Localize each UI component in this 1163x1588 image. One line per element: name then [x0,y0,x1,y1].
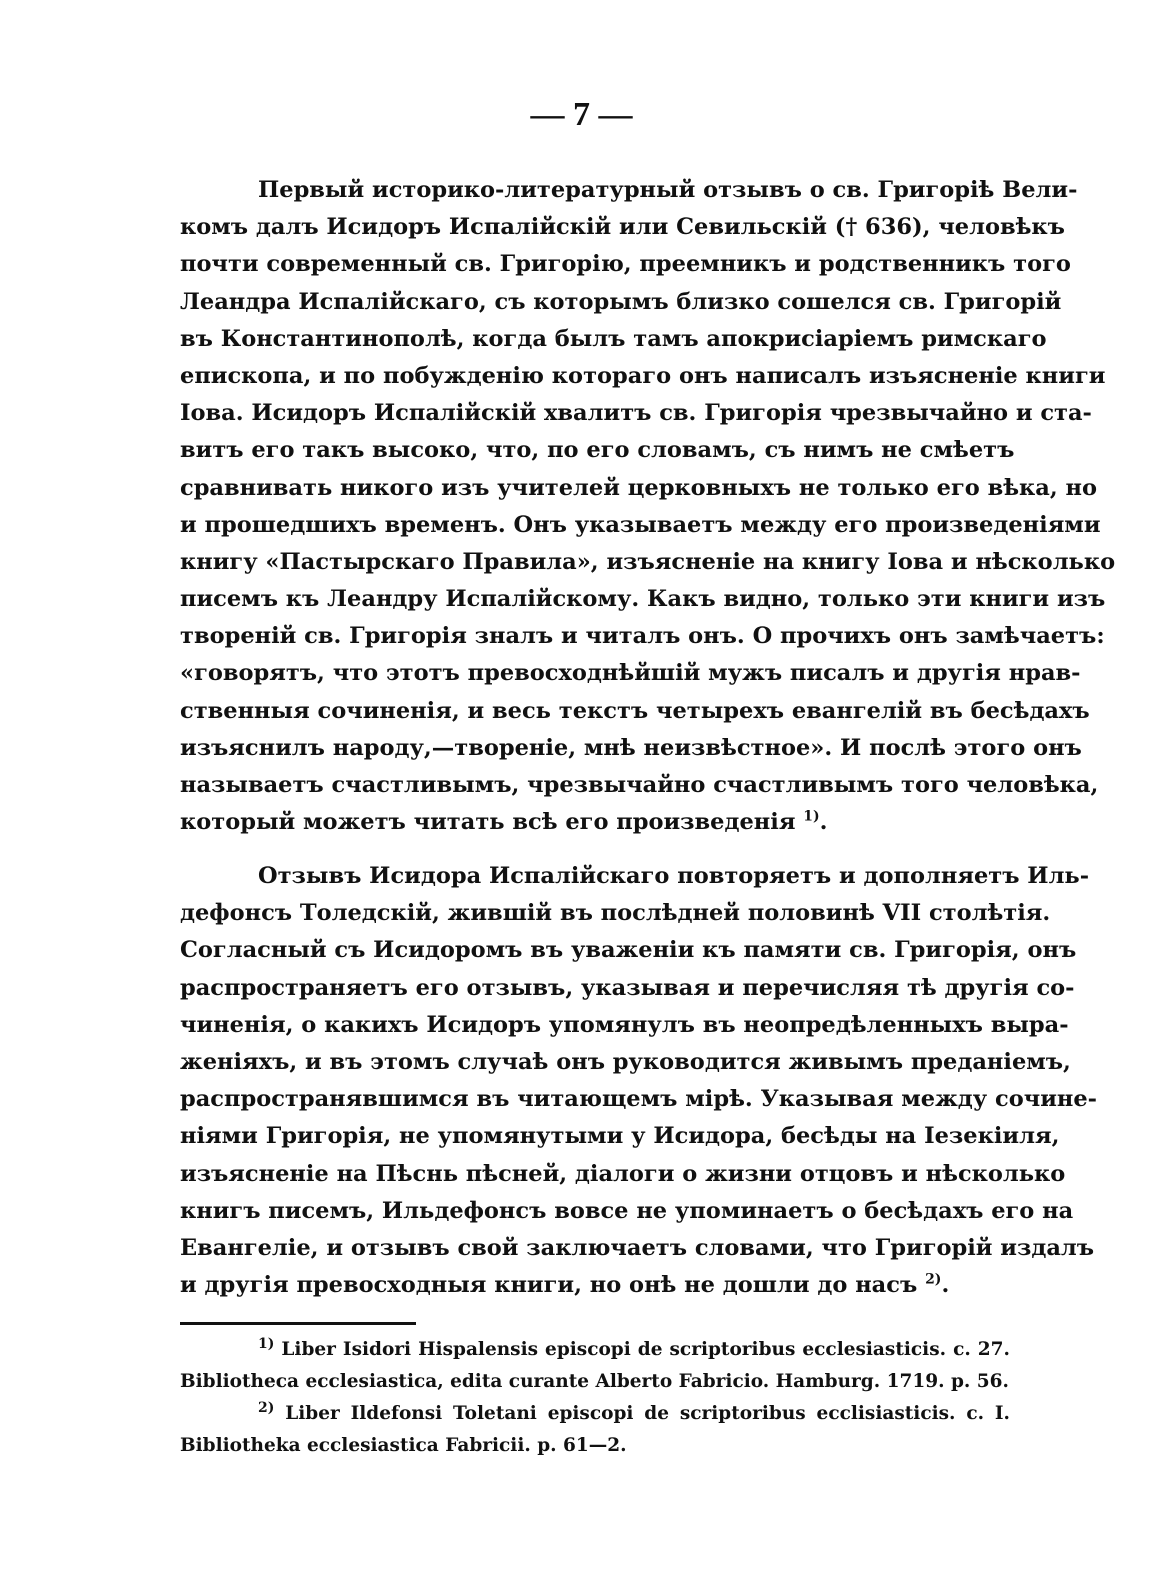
text-line: писемъ къ Леандру Испалійскому. Какъ видно, только эти книги изъ [180,586,1106,613]
text-line: Отзывъ Исидора Испалійскаго повторяетъ и дополняетъ Иль- [258,863,1090,889]
footnote-2 [180,1398,1010,1430]
text-line: изъяснилъ народу,—твореніе, мнѣ неизвѣстное». И послѣ этого онъ [180,734,1082,761]
text-line: Евангеліе, и отзывъ свой заключаетъ словами, что Григорій издалъ [180,1234,1095,1261]
text-line: въ Константинополѣ, когда былъ тамъ апокрисіаріемъ римскаго [180,325,1047,352]
text-line: дефонсъ Толедскій, жившій въ послѣдней половинѣ VII столѣтія. [180,900,1051,927]
text-line: книгу «Пастырскаго Правила», изъясненіе на книгу Іова и нѣсколько [180,548,1116,575]
text-line: витъ его такъ высоко, что, по его словамъ, съ нимъ не смѣетъ [180,437,1015,464]
text-line: Леандра Испалійскаго, съ которымъ близко сошелся св. Григорій [180,288,1062,315]
text-line-last [180,1267,1010,1304]
footnote-2-mark: 2) [258,1399,275,1416]
paragraph-2 [180,858,1098,1304]
footnote-2-cont: Bibliotheka ecclesiastica Fabricii. p. 61—2. [180,1435,627,1456]
footnote-1 [180,1334,1010,1366]
text-line: «говорятъ, что этотъ превосходнѣйшій мужъ писалъ и другія нрав- [180,660,1081,687]
page-number: — 7 — [530,96,633,133]
text-line: изъясненіе на Пѣснь пѣсней, діалоги о жизни отцовъ и нѣсколько [180,1160,1066,1187]
text-line: книгъ писемъ, Ильдефонсъ вовсе не упоминаетъ о бесѣдахъ его на [180,1197,1074,1224]
text-line-last [180,804,1010,841]
text-line: Первый историко-литературный отзывъ о св. Григоріѣ Вели- [258,177,1078,203]
text-line: распространяетъ его отзывъ, указывая и перечисляя тѣ другія со- [180,974,1075,1001]
text-line: епископа, и по побужденію котораго онъ написалъ изъясненіе книги [180,362,1106,389]
text-line: твореній св. Григорія зналъ и читалъ онъ. О прочихъ онъ замѣчаетъ: [180,623,1105,650]
footnote-1-mark: 1) [258,1335,275,1352]
text-line: ственныя сочиненія, и весь текстъ четырехъ евангелій въ бесѣдахъ [180,697,1090,724]
paragraph-1 [180,172,1116,841]
text-line: Согласный съ Исидоромъ въ уваженіи къ памяти св. Григорія, онъ [180,937,1077,964]
text-line: почти современный св. Григорію, преемникъ и родственникъ того [180,251,1071,278]
footnotes [180,1334,1010,1462]
footnote-1-cont: Bibliotheca ecclesiastica, edita curante Alberto Fabricio. Hamburg. 1719. p. 56. [180,1371,1009,1392]
text-line: женіяхъ, и въ этомъ случаѣ онъ руководится живымъ преданіемъ, [180,1048,1071,1075]
text-line: чиненія, о какихъ Исидоръ упомянулъ въ неопредѣленныхъ выра- [180,1011,1069,1038]
text-line: ніями Григорія, не упомянутыми у Исидора, бесѣды на Іезекіиля, [180,1123,1060,1150]
text-line: Іова. Исидоръ Испалійскій хвалитъ св. Григорія чрезвычайно и ста- [180,400,1092,427]
footnote-ref-2: 2) [925,1271,942,1288]
footnote-divider [180,1322,416,1325]
footnote-2-text: Liber Ildefonsi Toletani episcopi de scriptoribus ecclisiasticis. c. I. [285,1403,1010,1424]
line-text: который можетъ читать всѣ его произведенія [180,809,796,836]
text-line: и прошедшихъ временъ. Онъ указываетъ между его произведеніями [180,511,1101,538]
text-line: распространявшимся въ читающемъ мірѣ. Указывая между сочине- [180,1086,1098,1113]
footnote-1-text: Liber Isidori Hispalensis episcopi de scriptoribus ecclesiasticis. c. 27. [281,1339,1010,1360]
closing-punct: . [941,1272,950,1299]
text-line: комъ далъ Исидоръ Испалійскій или Севильскій († 636), человѣкъ [180,214,1065,241]
footnote-ref-1: 1) [803,808,820,825]
text-line: называетъ счастливымъ, чрезвычайно счастливымъ того человѣка, [180,772,1099,798]
closing-punct: . [819,809,828,836]
text-line: сравнивать никого изъ учителей церковныхъ не только его вѣка, но [180,474,1098,501]
line-text: и другія превосходныя книги, но онѣ не дошли до насъ [180,1272,918,1299]
